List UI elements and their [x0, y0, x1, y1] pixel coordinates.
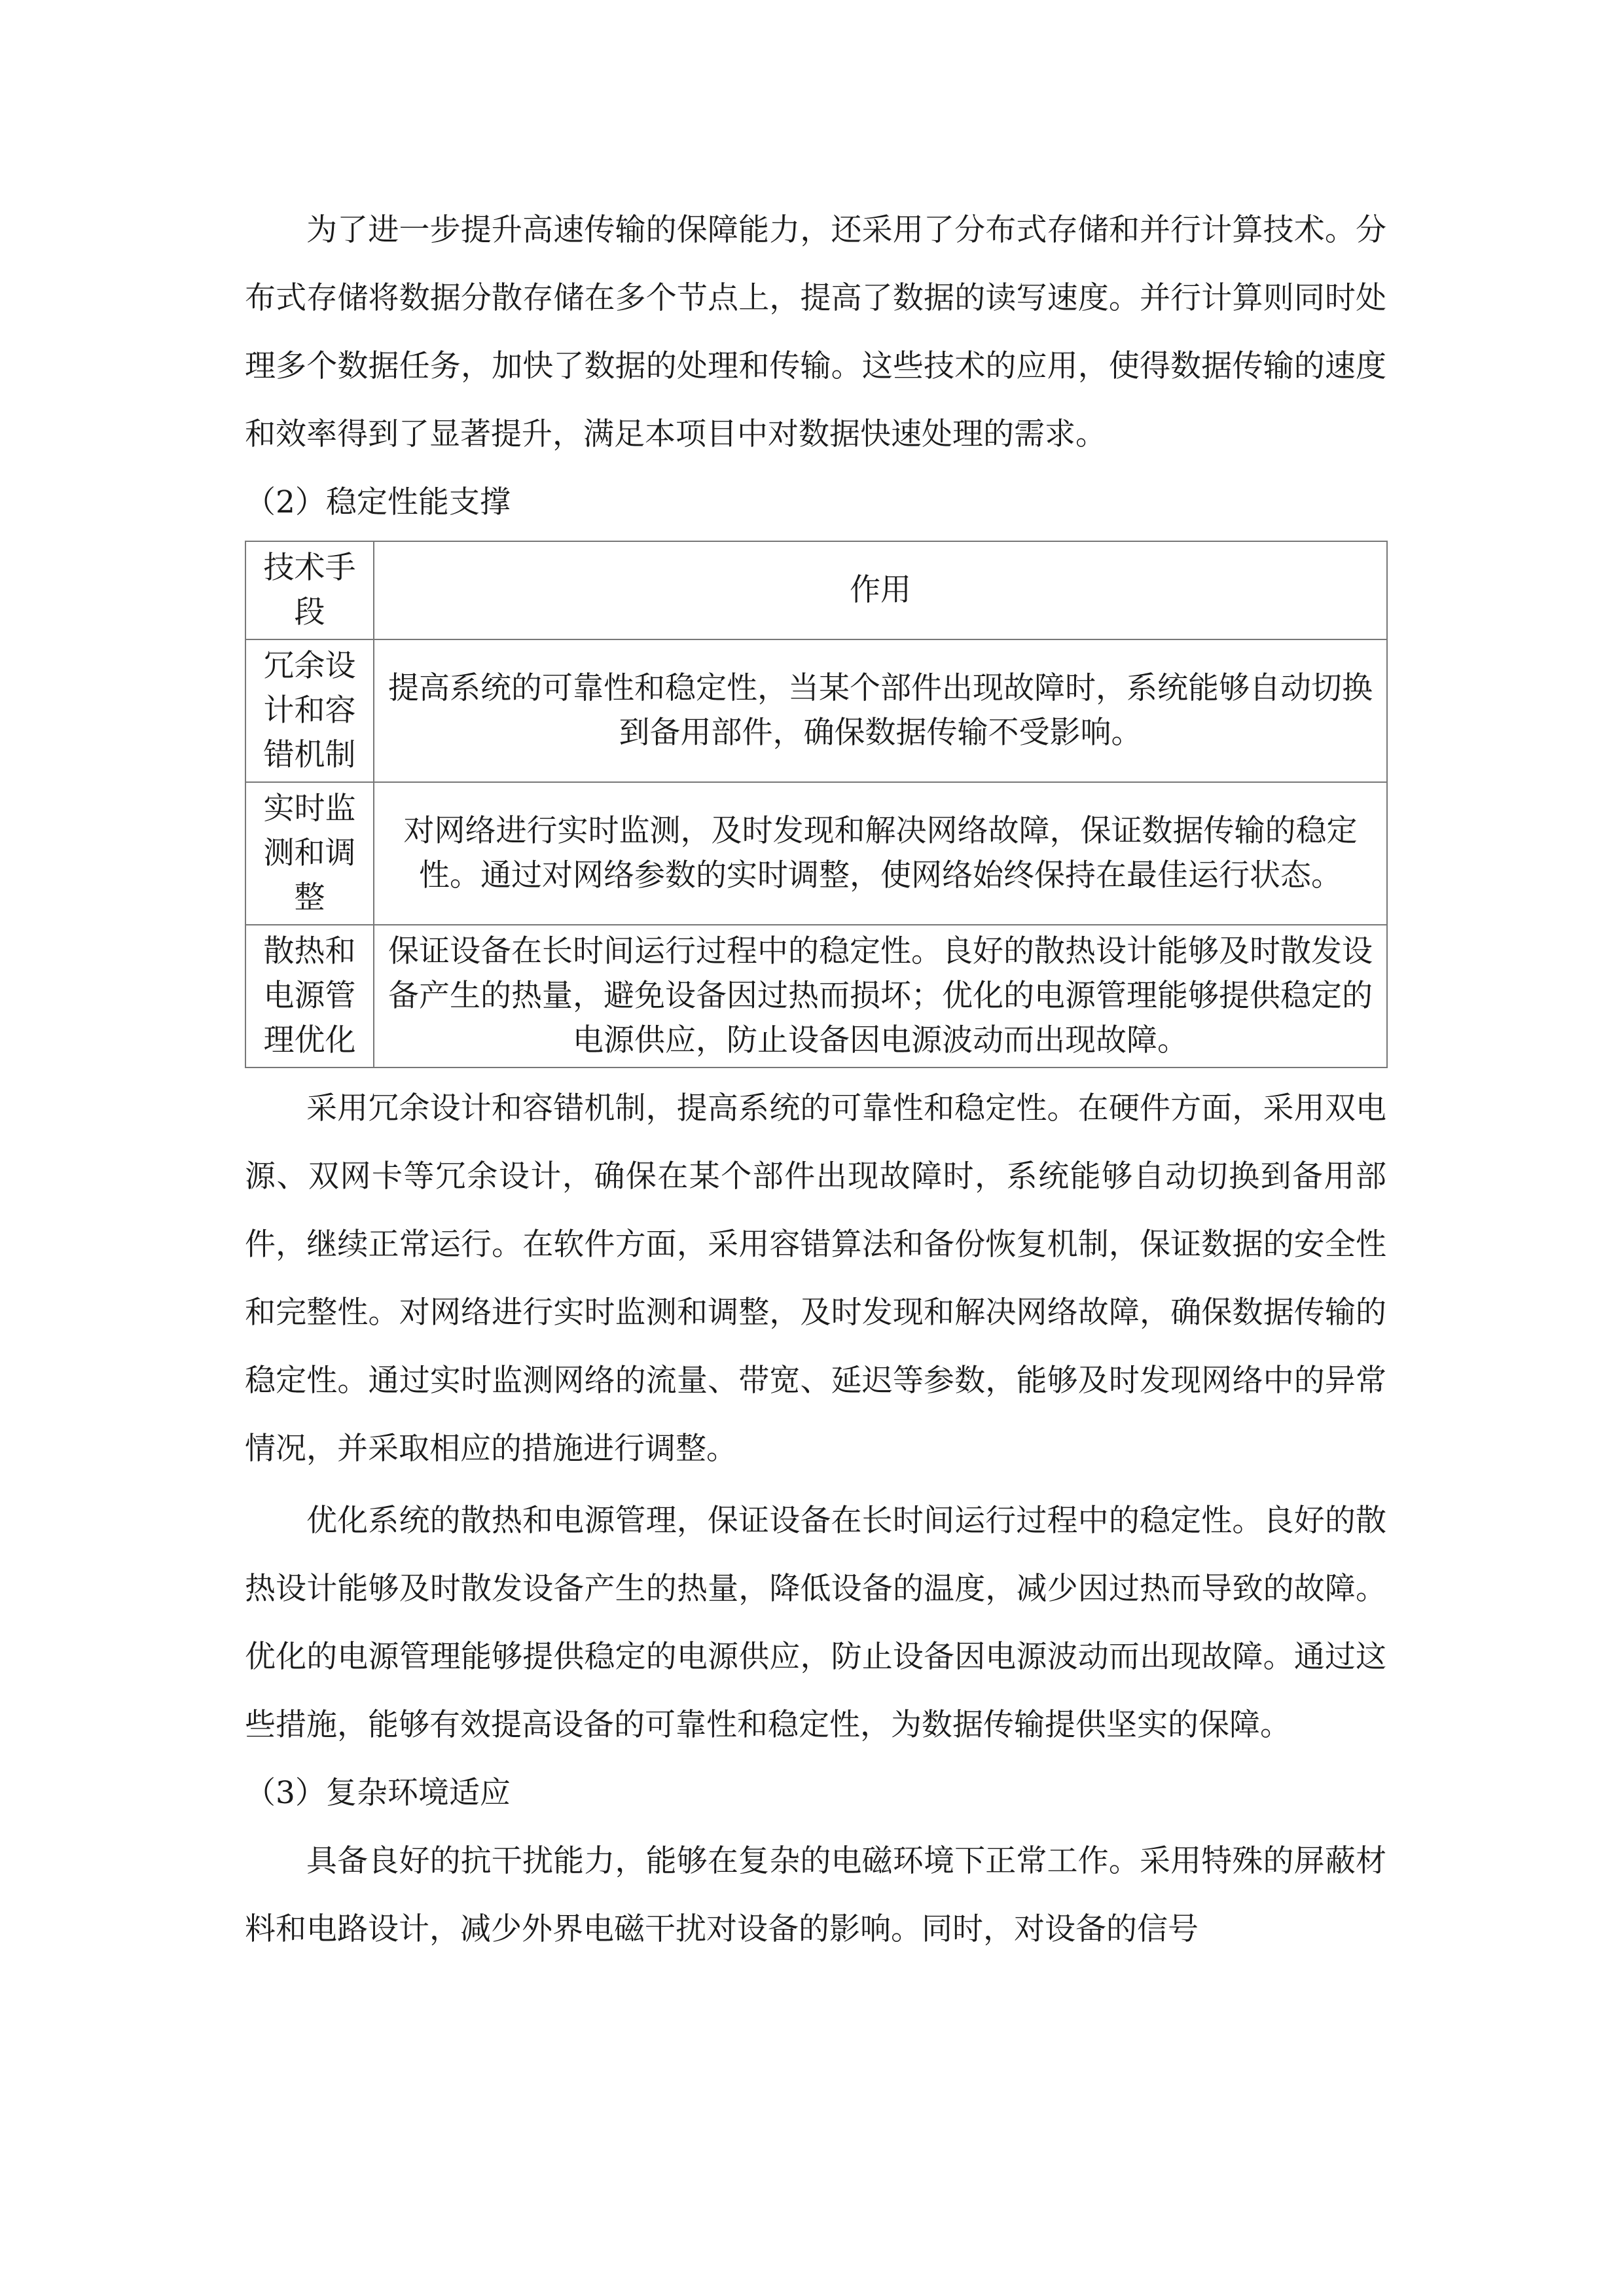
- table-cell-effect: 保证设备在长时间运行过程中的稳定性。良好的散热设计能够及时散发设备产生的热量，避免设备因过热而损坏；优化的电源管理能够提供稳定的电源供应，防止设备因电源波动而出现故障。: [374, 925, 1387, 1067]
- section-heading-environment: （3）复杂环境适应: [245, 1775, 511, 1811]
- table-header-row: [245, 541, 1387, 639]
- stability-table: [245, 541, 1388, 1068]
- table-header-effect: 作用: [374, 541, 1387, 639]
- paragraph-redundancy: 采用冗余设计和容错机制，提高系统的可靠性和稳定性。在硬件方面，采用双电源、双网卡等冗余设计，确保在某个部件出现故障时，系统能够自动切换到备用部件，继续正常运行。在软件方面，采用容错算法和备份恢复机制，保证数据的安全性和完整性。对网络进行实时监测和调整，及时发现和解决网络故障，确保数据传输的稳定性。通过实时监测网络的流量、带宽、延迟等参数，能够及时发现网络中的异常情况，并采取相应的措施进行调整。: [245, 1090, 1386, 1467]
- table-cell-effect: 对网络进行实时监测，及时发现和解决网络故障，保证数据传输的稳定性。通过对网络参数的实时调整，使网络始终保持在最佳运行状态。: [374, 782, 1387, 925]
- table-cell-effect: 提高系统的可靠性和稳定性，当某个部件出现故障时，系统能够自动切换到备用部件，确保数据传输不受影响。: [374, 639, 1387, 782]
- document-page: [245, 196, 1386, 1964]
- table-row: [245, 782, 1387, 925]
- paragraph-interference: 具备良好的抗干扰能力，能够在复杂的电磁环境下正常工作。采用特殊的屏蔽材料和电路设计，减少外界电磁干扰对设备的影响。同时，对设备的信号: [245, 1843, 1386, 1947]
- table-row: [245, 925, 1387, 1067]
- paragraph-distributed-storage: 为了进一步提升高速传输的保障能力，还采用了分布式存储和并行计算技术。分布式存储将数据分散存储在多个节点上，提高了数据的读写速度。并行计算则同时处理多个数据任务，加快了数据的处理和传输。这些技术的应用，使得数据传输的速度和效率得到了显著提升，满足本项目中对数据快速处理的需求。: [245, 212, 1386, 452]
- paragraph-cooling-power: 优化系统的散热和电源管理，保证设备在长时间运行过程中的稳定性。良好的散热设计能够及时散发设备产生的热量，降低设备的温度，减少因过热而导致的故障。优化的电源管理能够提供稳定的电源供应，防止设备因电源波动而出现故障。通过这些措施，能够有效提高设备的可靠性和稳定性，为数据传输提供坚实的保障。: [245, 1503, 1386, 1743]
- table-cell-technique: 冗余设计和容错机制: [245, 639, 374, 782]
- table-cell-technique: 散热和电源管理优化: [245, 925, 374, 1067]
- table-header-technique: 技术手段: [245, 541, 374, 639]
- table-row: [245, 639, 1387, 782]
- section-heading-stability: （2）稳定性能支撑: [245, 484, 511, 520]
- table-cell-technique: 实时监测和调整: [245, 782, 374, 925]
